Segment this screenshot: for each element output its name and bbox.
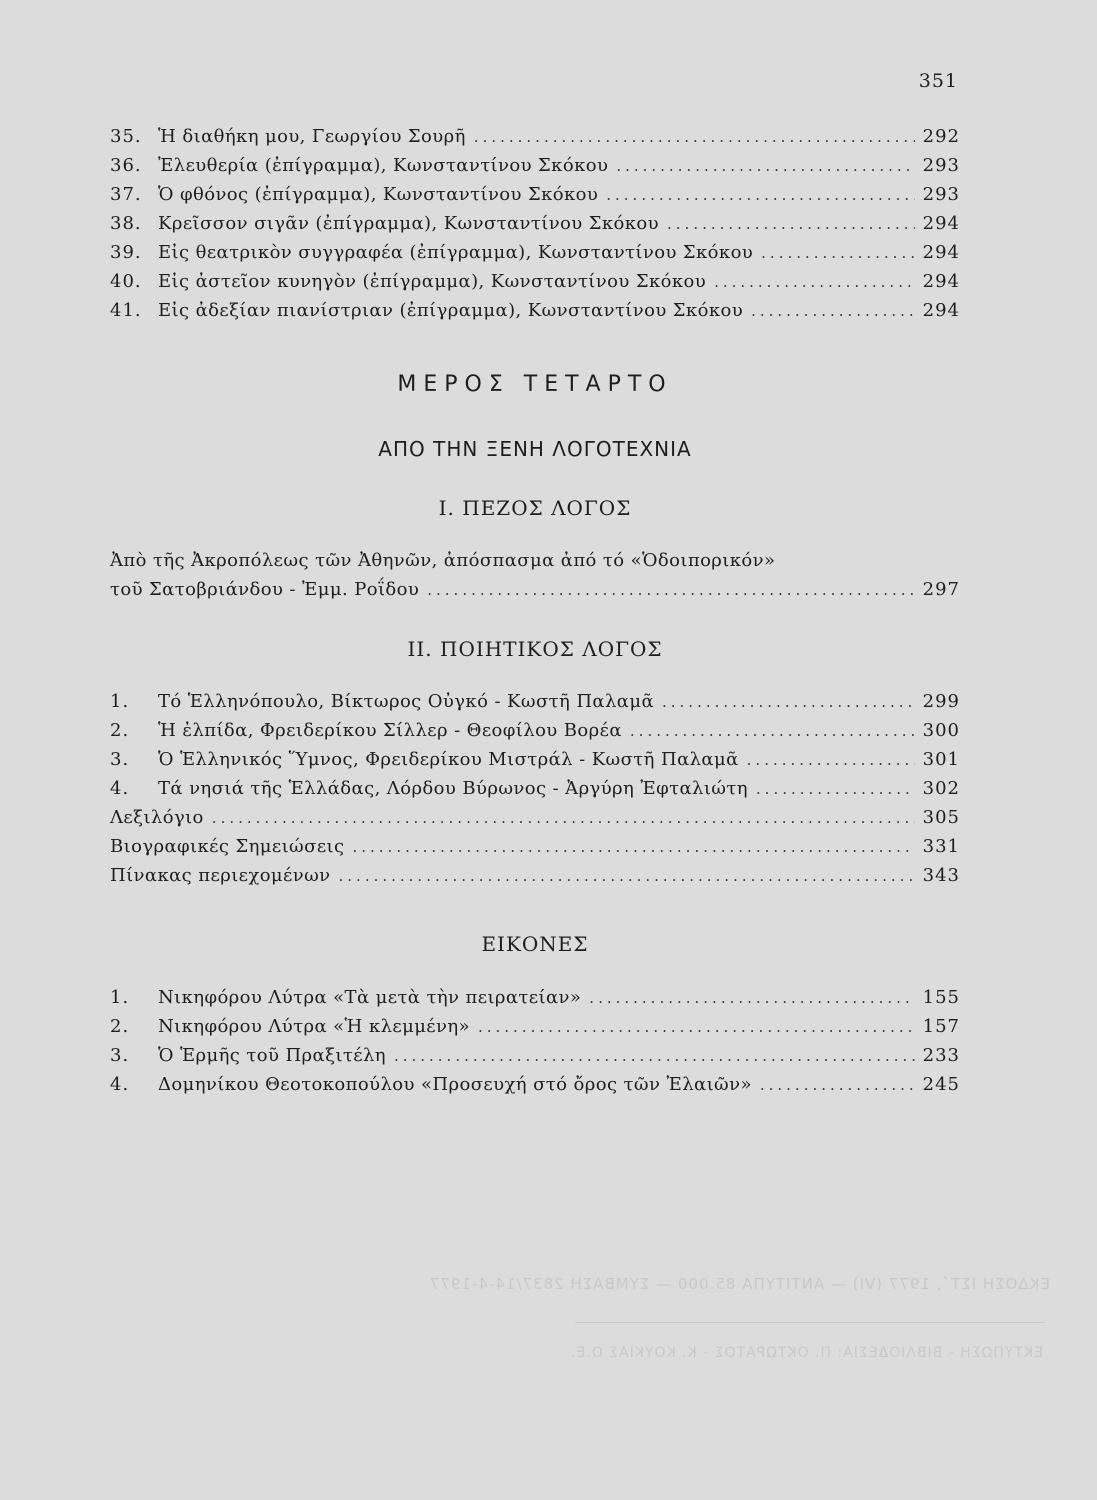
dot-leader <box>667 215 915 233</box>
poetry-list <box>110 691 960 894</box>
toc-entry <box>110 1074 960 1103</box>
dot-leader <box>427 581 914 599</box>
prose-entry-line1: Ἀπὸ τῆς Ἀκροπόλεως τῶν Ἀθηνῶν, ἀπόσπασμα ἀπό τό «Ὁδοιπορικόν» <box>110 550 776 571</box>
entry-number: 35. <box>110 126 142 147</box>
prose-heading: I. ΠΕΖΟΣ ΛΟΓΟΣ <box>438 496 632 520</box>
entry-number: 40. <box>110 271 142 292</box>
entry-title: Εἰς θεατρικὸν συγγραφέα (ἐπίγραμμα), Κωνσταντίνου Σκόκου <box>158 242 754 263</box>
entry-number: 1. <box>110 987 130 1008</box>
entry-title: τοῦ Σατοβριάνδου - Ἐμμ. Ροΐδου <box>110 579 420 600</box>
entry-title: Ὁ Ἑρμῆς τοῦ Πραξιτέλη <box>158 1045 386 1066</box>
images-heading: ΕΙΚΟΝΕΣ <box>481 932 589 956</box>
entry-page: 294 <box>922 300 960 321</box>
entry-page: 300 <box>922 720 960 741</box>
entry-page: 302 <box>922 778 960 799</box>
images-list <box>110 987 960 1103</box>
section-three-list <box>110 126 960 329</box>
toc-entry <box>110 987 960 1016</box>
toc-entry <box>110 691 960 720</box>
entry-number: 3. <box>110 749 130 770</box>
entry-title: Βιογραφικές Σημειώσεις <box>110 836 345 857</box>
dot-leader <box>606 186 914 204</box>
dot-leader <box>616 157 914 175</box>
entry-number: 39. <box>110 242 142 263</box>
dot-leader <box>760 1076 915 1094</box>
part-four-title: ΜΕΡΟΣ ΤΕΤΑΡΤΟ <box>397 372 673 397</box>
dot-leader <box>352 838 914 856</box>
toc-entry <box>110 836 960 865</box>
dot-leader <box>478 1018 915 1036</box>
entry-page: 299 <box>922 691 960 712</box>
entry-page: 233 <box>922 1045 960 1066</box>
toc-entry <box>110 184 960 213</box>
dot-leader <box>394 1047 915 1065</box>
dot-leader <box>339 867 915 885</box>
toc-entry <box>110 720 960 749</box>
entry-title: Τό Ἑλληνόπουλο, Βίκτωρος Οὐγκό - Κωστῆ Παλαμᾶ <box>158 691 654 712</box>
entry-title: Νικηφόρου Λύτρα «Τὰ μετὰ τὴν πειρατείαν» <box>158 987 582 1008</box>
entry-number: 41. <box>110 300 142 321</box>
toc-entry <box>110 126 960 155</box>
prose-entry-line2 <box>110 579 960 608</box>
toc-entry <box>110 155 960 184</box>
prose-entry <box>110 550 960 608</box>
toc-entry <box>110 749 960 778</box>
entry-title: Τά νησιά τῆς Ἑλλάδας, Λόρδου Βύρωνος - Ἀργύρη Ἐφταλιώτη <box>158 778 748 799</box>
poetry-heading: II. ΠΟΙΗΤΙΚΟΣ ΛΟΓΟΣ <box>407 637 663 661</box>
entry-number: 2. <box>110 720 130 741</box>
entry-page: 245 <box>922 1074 960 1095</box>
imprint-line2: ΕΚΤΥΠΩΣΗ - ΒΙΒΛΙΟΔΕΣΙΑ: Π. ΟΚΤΩΡΑΤΟΣ - Κ. ΚΟΥΚΙΑΣ Ο.Ε. <box>570 1345 1043 1361</box>
dot-leader <box>756 780 915 798</box>
entry-page: 293 <box>922 155 960 176</box>
imprint-divider <box>575 1322 1045 1323</box>
entry-number: 4. <box>110 778 130 799</box>
toc-entry <box>110 300 960 329</box>
part-four-subtitle: ΑΠΟ ΤΗΝ ΞΕΝΗ ΛΟΓΟΤΕΧΝΙΑ <box>378 437 692 461</box>
entry-number: 4. <box>110 1074 130 1095</box>
dot-leader <box>662 693 915 711</box>
entry-page: 155 <box>922 987 960 1008</box>
entry-page: 294 <box>922 271 960 292</box>
entry-number: 36. <box>110 155 142 176</box>
dot-leader <box>589 989 914 1007</box>
entry-page: 301 <box>922 749 960 770</box>
entry-title: Κρεῖσσον σιγᾶν (ἐπίγραμμα), Κωνσταντίνου Σκόκου <box>158 213 660 234</box>
toc-entry <box>110 1045 960 1074</box>
entry-title: Νικηφόρου Λύτρα «Ἡ κλεμμένη» <box>158 1016 470 1037</box>
entry-page: 292 <box>922 126 960 147</box>
entry-page: 305 <box>922 807 960 828</box>
dot-leader <box>474 128 915 146</box>
entry-title: Εἰς ἀδεξίαν πιανίστριαν (ἐπίγραμμα), Κωνσταντίνου Σκόκου <box>158 300 744 321</box>
entry-number: 38. <box>110 213 142 234</box>
entry-page: 343 <box>922 865 960 886</box>
entry-title: Ὁ φθόνος (ἐπίγραμμα), Κωνσταντίνου Σκόκου <box>158 184 599 205</box>
entry-number: 3. <box>110 1045 130 1066</box>
page-number: 351 <box>918 70 958 92</box>
toc-entry <box>110 778 960 807</box>
entry-title: Πίνακας περιεχομένων <box>110 865 331 886</box>
dot-leader <box>212 809 915 827</box>
entry-number: 1. <box>110 691 130 712</box>
entry-title: Ἡ διαθήκη μου, Γεωργίου Σουρῆ <box>158 126 466 147</box>
entry-title: Εἰς ἀστεῖον κυνηγὸν (ἐπίγραμμα), Κωνσταντίνου Σκόκου <box>158 271 707 292</box>
entry-title: Ὁ Ἑλληνικός Ὕμνος, Φρειδερίκου Μιστράλ - Κωστῆ Παλαμᾶ <box>158 749 739 770</box>
toc-entry <box>110 271 960 300</box>
entry-number: 2. <box>110 1016 130 1037</box>
entry-page: 157 <box>922 1016 960 1037</box>
entry-title: Ἡ ἐλπίδα, Φρειδερίκου Σίλλερ - Θεοφίλου Βορέα <box>158 720 622 741</box>
dot-leader <box>761 244 914 262</box>
imprint-line1: ΕΚΔΟΣΗ ΙΣΤ΄, 1977 (VI) — ΑΝΤΙΤΥΠΑ 85.000 — ΣΥΜΒΑΣΗ 2837/14-4-1977 <box>428 1275 1050 1293</box>
entry-page: 297 <box>922 579 960 600</box>
toc-entry <box>110 242 960 271</box>
entry-page: 331 <box>922 836 960 857</box>
dot-leader <box>747 751 915 769</box>
entry-title: Δομηνίκου Θεοτοκοπούλου «Προσευχή στό ὄρος τῶν Ἐλαιῶν» <box>158 1074 752 1095</box>
dot-leader <box>630 722 915 740</box>
toc-entry <box>110 1016 960 1045</box>
dot-leader <box>751 302 915 320</box>
entry-page: 293 <box>922 184 960 205</box>
toc-entry <box>110 807 960 836</box>
entry-page: 294 <box>922 213 960 234</box>
entry-title: Λεξιλόγιο <box>110 807 204 828</box>
toc-entry <box>110 865 960 894</box>
entry-number: 37. <box>110 184 142 205</box>
entry-page: 294 <box>922 242 960 263</box>
entry-title: Ἐλευθερία (ἐπίγραμμα), Κωνσταντίνου Σκόκου <box>158 155 609 176</box>
toc-entry <box>110 213 960 242</box>
dot-leader <box>714 273 915 291</box>
